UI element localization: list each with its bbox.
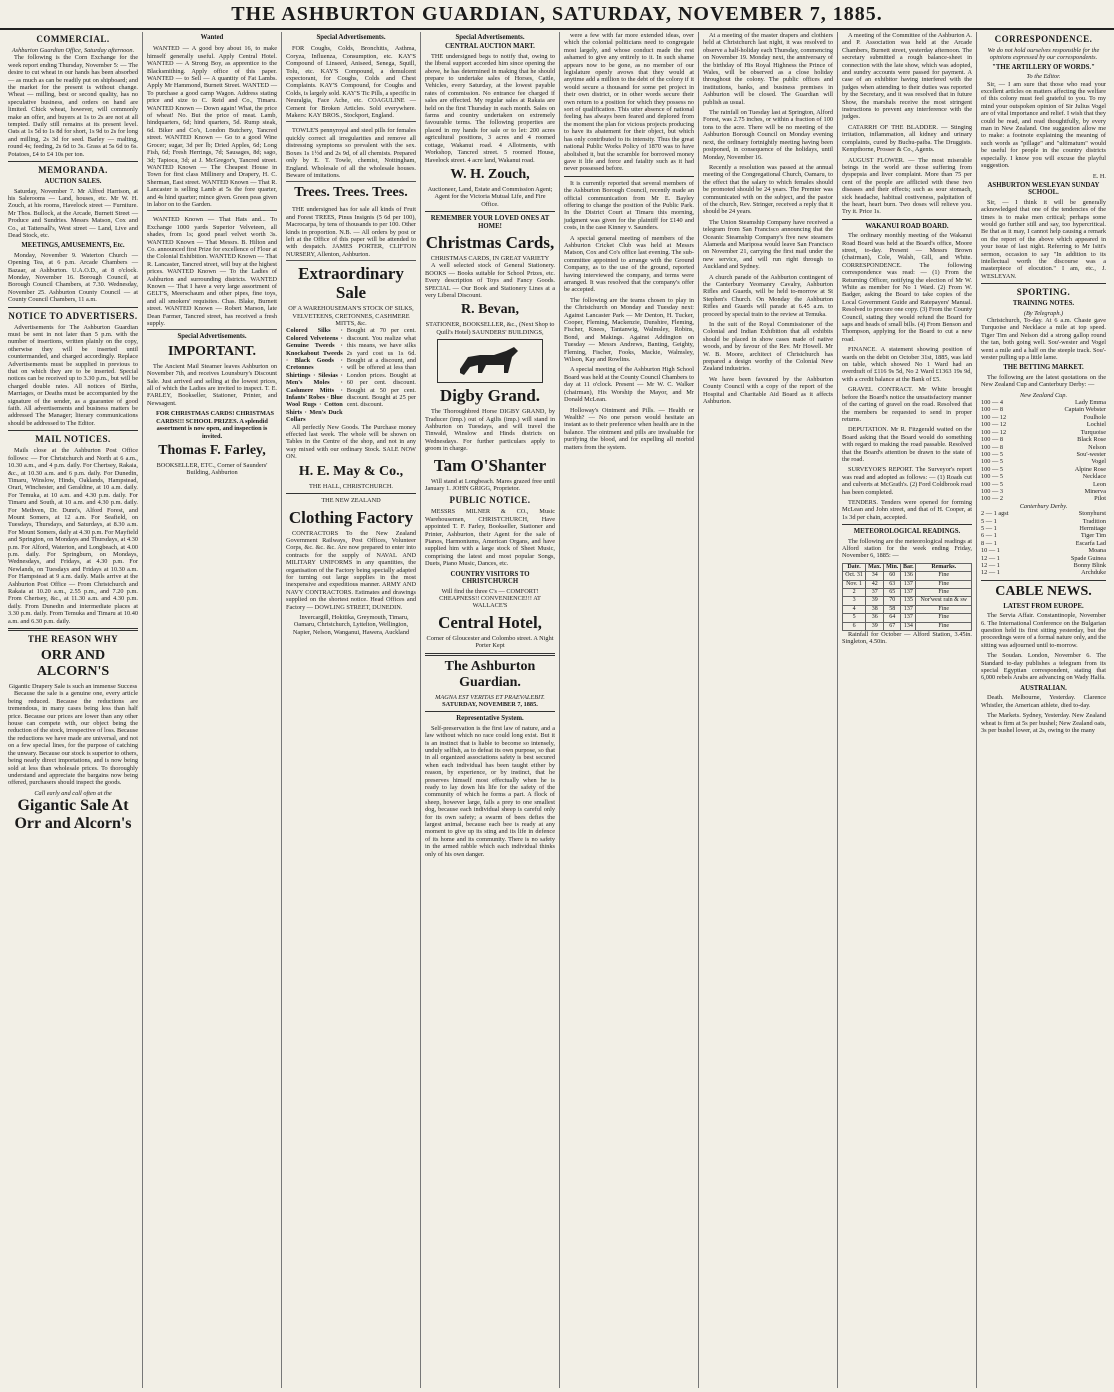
- training-heading: TRAINING NOTES.: [1012, 300, 1075, 308]
- special-heading: Special Advertisements.: [177, 333, 247, 341]
- odds-value: 12 — 1: [981, 562, 1000, 569]
- extraordinary-title: Extraordinary Sale: [298, 264, 404, 303]
- guardian-title: The Ashburton Guardian.: [444, 658, 536, 690]
- odds-row: [981, 436, 1106, 443]
- met-table: [842, 563, 972, 631]
- met-cell: 137: [901, 589, 916, 597]
- kays-ad: FOR Coughs, Colds, Bronchitis, Asthma, Coryza, Influenza, Consumption, etc. KAY'S Compound of Linseed, Aniseed, Senega, Squill, Tolu, etc. KAY'S Compound, a demulcent expectorant, for Coughs, Colds and Chest Complaints. KAY'S Compound, for Coughs and Colds, is largely sold. KAY'S Tic Pills, a specific in Neuralgia, Face Ache, etc. COAGULINE — Cement for Broken Articles. Sold everywhere. Makers: KAY BROS., Stockport, England.: [286, 43, 416, 122]
- column-6: [699, 32, 838, 1388]
- notice-text: Advertisements for The Ashburton Guardian must be sent in not later than 5 p.m. with the number of insertions, written plainly on the copy, otherwise they will be inserted until countermanded, and charged accordingly. Replace Advertisements must be supplied in previous to that on which they are to be inserted. Special notices can be received up to 3.30 p.m., but will be charged double rates. All notices of Births, Marriages, or Deaths must be accompanied by the signature of the sender, as a guarantee of good faith. All advertisements and business matters be addressed The Manager; literary communications should be addressed to The Editor.: [8, 323, 138, 427]
- news-text-2: It is currently reported that several members of the Ashburton Borough Council, recently made an official communication from Mr E. Bayley offering to change the position of the Public Park. In the District Court at Timaru this morning, judgment was given for the plaintiff for £140 and costs, in the case Kinney v. Saunders.: [564, 179, 694, 232]
- wesleyan-text: Sir, — I think it will be generally acknowledged that one of the tendencies of the times is to make men critical; perhaps some would go further still and say, too hypercritical. Be that as it may, I cannot help causing a remark on the report of the above which appeared in your issue of last night. Referring to Mr Isitt's sermon, occasion to say "In addition to its intellectual worth the discourse was a masterpiece of elocution." I am, etc., J. WESLEYAN.: [981, 198, 1106, 280]
- artillery-heading: "THE ARTILLERY OF WORDS.": [992, 63, 1095, 71]
- gravel-text: GRAVEL CONTRACT. Mr White brought before the Board's notice the unsatisfactory manner of the carting of gravel on the road. Resolved that the members be requested to send in proper returns.: [842, 386, 972, 423]
- odds-value: 100 — 12: [981, 421, 1007, 429]
- odds-value: 12 — 1: [981, 569, 1000, 577]
- public-notice-heading: PUBLIC NOTICE.: [449, 495, 531, 506]
- odds-row: [981, 429, 1106, 436]
- country-heading: COUNTRY VISITORS TO CHRISTCHURCH: [450, 570, 530, 586]
- news-text-4: The following are the teams chosen to play in the Christchurch on Monday and Tuesday next: Against Lancaster Park — Mr Denton, H. Tucker, Cooper, Fleming, Mackenzie, Dunshire, Fleming, Fischer, Knees, Tantanwig, Walmsley, Robins, Bond, and Makings. Against Addington on Tuesday — Messrs Andrews, Banting, Geighty, Fleming, Fischer, Fooks, Mackie, Walmsley, Wilson, Kay and Rowlins.: [564, 296, 694, 364]
- horse-name: Stonyhurst: [1078, 510, 1106, 518]
- met-row: [843, 622, 972, 630]
- met-cell: 36: [866, 614, 884, 622]
- column-4: [421, 32, 560, 1388]
- met-cell: 70: [884, 597, 901, 605]
- representative-text: Self-preservation is the first law of nature, and a law without which no race could long exist. But it is an instinct that is liable to become so intensely, unduly selfish, as to defeat its own purpose, so that in all organized associations safety is best secured when each individual has been taught either by reason, by experience, or by instinct, that he preserves himself most effectually when he is ready to lay down his life for the safety of the community of which he forms a part. A flock of sheep, however large, falls a prey to one smallest dog, because each individual sheep is careful only for its own safety; a swarm of bees defies the largest animal, because each bee is ready at any moment to give up its sting and its life in defence of its home and its community. There is no safety in the armed rabble which each individual thinks only of his own danger.: [425, 724, 555, 858]
- death-text: Death. Melbourne, Yesterday. Clarence Whistler, the American athlete, died to-day.: [981, 694, 1106, 709]
- column-3: [282, 32, 421, 1388]
- farley-title: Thomas F. Farley,: [158, 442, 266, 458]
- odds-row: [981, 399, 1106, 406]
- notice-heading: NOTICE TO ADVERTISERS.: [8, 310, 138, 321]
- odds-value: 10 — 1: [981, 547, 1000, 555]
- odds-value: 100 — 12: [981, 413, 1007, 421]
- met-cell: Fine: [916, 572, 972, 580]
- met-cell: 37: [866, 589, 884, 597]
- horse-name: Tiger Tim: [1080, 532, 1106, 540]
- horse-name: Hermitage: [1079, 524, 1106, 532]
- odds-value: 100 — 5: [981, 480, 1004, 488]
- horse-name: Moana: [1088, 547, 1106, 555]
- odds-row: [981, 458, 1106, 465]
- met-cell: Nov. 1: [843, 580, 866, 588]
- correspondence-heading: CORRESPONDENCE.: [994, 34, 1093, 44]
- public-notice-text: MESSRS MILNER & CO., Music Warehousemen, CHRISTCHURCH, Have appointed T. F. Farley, Bookseller, Stationer and Printer, Ashburton, their Agent for the sale of Pianos, Harmoniums, American Organs, and have supplied him with a large stock of Sheet Music, comprising the latest and most popular Songs, Duets, Piano Music, Dances, etc.: [425, 508, 555, 568]
- surveyor-text: SURVEYOR'S REPORT. The Surveyor's report was read and adopted as follows: — (1) Roads cut and culverts at McGrath's. (2) Ford Coldbrook road has been completed.: [842, 466, 972, 496]
- met-col-header: Min.: [884, 563, 901, 571]
- horse-name: Spade Guinea: [1070, 554, 1106, 562]
- guardian-motto: MAGNA EST VERITAS ET PRAEVALEBIT.: [435, 693, 545, 701]
- column-2: [143, 32, 282, 1388]
- odds-row: [981, 414, 1106, 421]
- trees-text: THE undersigned has for sale all kinds of Fruit and Forest TREES, Pinus Insignis (5 6d per 100), Macrocarpa, by tens of thousands to per 100. Other kinds in proportion. N.B. — All orders by post or left at the Office of this paper will be attended to with despatch. JAMES PORTER, CLIFTON NURSERY, Allenton, Ashburton.: [286, 204, 416, 261]
- gigantic-bottom: Gigantic Sale At Orr and Alcorn's: [14, 797, 132, 833]
- odds-row: [981, 421, 1106, 428]
- met-cell: 137: [901, 580, 916, 588]
- odds-value: 12 — 1: [981, 554, 1000, 562]
- zouch-title: W. H. Zouch,: [450, 166, 530, 182]
- derby-odds-list: [981, 510, 1106, 577]
- important-text: The Ancient Mail Steamer leaves Ashburton on November 7th, and receives Lounsbury's Discount Sale. Just arrived and selling at the lowest prices, all of which the Ladies are invited to inspect. T. E. FARLEY, Bookseller, Stationer, Printer, and Newsagent.: [147, 362, 277, 407]
- betting-sub: The following are the latest quotations on the New Zealand Cup and Canterbury Derby: —: [981, 373, 1106, 389]
- met-row: [843, 572, 972, 580]
- horse-name: Escarfa Lad: [1075, 539, 1106, 547]
- nz-text: CONTRACTORS To the New Zealand Government Railways, Post Offices, Volunteer Corps, &c. &c. &c. Are now prepared to enter into contracts for the supply of NAVAL AND MILITARY UNIFORMS in any quantities, the organisation of the Factory being specially adapted for turning out large supplies in the most inexpensive and expeditious manner. ARMY AND NAVY CONTRACTORS. Estimates and drawings supplied on the shortest notice. Head Offices and Factory — DOWLING STREET, DUNEDIN.: [286, 529, 416, 611]
- farley-sub: BOOKSELLER, ETC., Corner of Saunders' Building, Ashburton: [156, 461, 268, 477]
- met-cell: Fine: [916, 614, 972, 622]
- central-hotel-sub: Corner of Gloucester and Colombo street. A Night Porter Kept: [426, 634, 554, 650]
- mail-heading: MAIL NOTICES.: [35, 434, 111, 445]
- local-text-6: In the suit of the Royal Commissioner of the Colonial and Indian Exhibition that all exhibits should be placed in show cases made of native woods, and by favour of the Rev. Mr Howell. Mr W. B. Moore, architect of Christchurch has prepared a design worthy of the Colonial New Zealand industries.: [703, 321, 833, 373]
- digby-title: Digby Grand.: [439, 386, 541, 406]
- memoranda-heading: MEMORANDA.: [38, 165, 108, 176]
- extraordinary-prices: Bought at 70 per cent. discount. You realize what this means, we have silks 2s yard cost us 1s 6d. Bought at a discount, and will be offered at less than London prices. Bought at 60 per cent. discount. Bought at 50 per cent. discount. Bought at 25 per cent. discount.: [346, 327, 416, 409]
- gigantic-footer: Call early and call often at the: [34, 789, 112, 797]
- newspaper-columns: [4, 32, 1110, 1388]
- met-cell: 67: [884, 622, 901, 630]
- reason-heading: THE REASON WHY: [27, 634, 119, 645]
- digby-text: The Thoroughbred Horse DIGBY GRAND, by Traducer (imp.) out of Agilis (imp.) will stand in Ashburton on Tuesdays, and will travel the Tinwald, Winslow and Hinds districts on Wednesdays. For further particulars apply to groom in charge.: [425, 408, 555, 453]
- met-footer: Rainfall for October — Alford Station, 3.45in. Singleton, 4.50in.: [842, 631, 972, 646]
- odds-row: [981, 451, 1106, 458]
- met-cell: 3: [843, 597, 866, 605]
- christmas-text: A well selected stock of General Stationery. BOOKS — Books suitable for School Prizes, etc. Every description of Toys and Fancy Goods. SPECIAL — Our Book and Stationery Lines at a very Liberal Discount.: [425, 262, 555, 299]
- odds-value: 5 — 1: [981, 524, 997, 532]
- gigantic-sub: Gigantic Drapery Sale is such an immense Success: [8, 683, 138, 691]
- commercial-sub: Ashburton Guardian Office, Saturday afternoon.: [11, 47, 135, 54]
- met-cell: Oct. 31: [843, 572, 866, 580]
- nz-clothing-title: Clothing Factory: [288, 507, 414, 527]
- column-7: [838, 32, 977, 1388]
- met-col-header: Date.: [843, 563, 866, 571]
- news-text-6: Holloway's Ointment and Pills. — Health or Wealth? — No one person would hesitate an instant as to their preference when health are in the balance. The ointment and pills are invaluable for purifying the blood, and for expelling all morbid matters from the system.: [564, 406, 694, 451]
- odds-value: 100 — 5: [981, 450, 1004, 458]
- odds-value: 2 — 1 agst: [981, 510, 1009, 518]
- christmas-title: Christmas Cards,: [425, 232, 555, 252]
- odds-value: 5 — 1: [981, 517, 997, 525]
- odds-row: [981, 510, 1106, 517]
- odds-value: 100 — 5: [981, 473, 1004, 481]
- odds-row: [981, 495, 1106, 502]
- commercial-heading: COMMERCIAL.: [36, 34, 110, 44]
- horse-name: Necklace: [1082, 473, 1106, 481]
- met-row: [843, 580, 972, 588]
- odds-row: [981, 466, 1106, 473]
- horse-name: Vogel: [1091, 458, 1106, 466]
- met-cell: 135: [901, 597, 916, 605]
- odds-row: [981, 444, 1106, 451]
- artillery-text: Sir, — I am sure that those who read your excellent articles on matters affecting the welfare of this colony must feel grateful to you. To my mind your outspoken opinion of Sir Julius Vogel are of vital importance and relief. I wish that they could be read, and read thoughtfully, by every man in New Zealand. One suggestion allow me to make: a footnote explaining the meaning of such words as "pillage" and "ultimatum" would be useful for people in the country districts especially. I know you will excuse the playful suggestion.: [981, 80, 1106, 170]
- extraordinary-sub: OF A WAREHOUSEMAN'S STOCK OF SILKS, VELVETEENS, CRETONNES, CASHMERE MITTS, &c.: [288, 305, 414, 327]
- met-row: [843, 614, 972, 622]
- odds-value: 100 — 8: [981, 443, 1004, 451]
- column-5: [560, 32, 699, 1388]
- guardian-date: SATURDAY, NOVEMBER 7, 1885.: [442, 700, 538, 708]
- met-cell: 137: [901, 614, 916, 622]
- extraordinary-items: Colored Silks · Colored Velveteens · Genuine Tweeds · Knockabout Tweeds · Black Goods · Cretonnes · Shirtings · Silesias · Men's Moles · Cashmere Mitts · Infants' Robes · Blue Wool Rugs · Cotton Shirts · Men's Duck Collars: [286, 327, 343, 424]
- sporting-heading: SPORTING.: [1016, 287, 1071, 298]
- commercial-text: The following is the Corn Exchange for the week report ending Thursday, November 5: — The desire to cut wheat in our hands has been absorbed — as much as can be readily put on shipboard; and the market for the present is without change. Wheat — milling, best or second quality, has no speculative business, and orders on hand are limited. Chick wheat, however, will commonly make an offer, and buyers at 1s to 2s are not at all tempted. Daily still remains at its present level. Oats at 1s 5d to 1s 8d for short, 1s 9d to 2s for long and milling, 2s 3d for seed. Barley — malting, round 4s; feeding, 2s 6d to 3s. Grass at 5s 6d to 6s. Potatoes, £4 to £4 10s per ton.: [8, 54, 138, 158]
- horse-name: Nelson: [1088, 443, 1106, 451]
- met-cell: 2: [843, 589, 866, 597]
- news-text-5: A special meeting of the Ashburton High School Board was held at the County Council Chambers to day at 11 o'clock. Present — Mr W. C. Walker (chairman), His Worship the Mayor, and Mr Donald McLean.: [564, 366, 694, 404]
- met-col-header: Remarks.: [916, 563, 972, 571]
- horse-name: Lady Emma: [1075, 399, 1106, 407]
- towle-ad: TOWLE'S pennyroyal and steel pills for females quickly correct all irregularities and remove all distressing symptoms so prevalent with the sex. Boxes 1s 1½d and 2s 9d, of all chemists. Prepared only by E. T. Towle, chemist, Nottingham, England. Wholesale of all the wholesale houses. Beware of imitations.: [286, 125, 416, 182]
- met-cell: 42: [866, 580, 884, 588]
- column-1: [4, 32, 143, 1388]
- wanted-ads-2: WANTED Known — That Hats and... To Exchange 1000 yards Superior Velveteen, all shades, from 1s; good pearl velvet worth 3s. WANTED Known — That Messrs. B. Hilton and Co. announced first Prize for excellence of Flour at the Colonial Exhibition. WANTED Known — That R. Lancaster, Tancred street, will buy at the highest prices. WANTED Known — To the Ladies of Ashburton and surrounding districts. WANTED Known — That I have a very large assortment of GELT'S, Meerschaum and other pipes, fine toys, and all smokers' requisites. Chas. Blake, Burnett street. WANTED Known — Robert Marson, late Dean Farmer, Tancred street, has received a fresh supply.: [147, 214, 277, 330]
- soudan-text: The Soudan. London, November 6. The Standard to-day publishes a telegram from its special Egyptian correspondent, stating that 6,000 rebels Arabs are advancing on Wady Halfa.: [981, 652, 1106, 682]
- markets-text: The Markets. Sydney, Yesterday. New Zealand wheat is firm at 5s per bushel; New Zealand oats, 3s per bushel lower, at 2s, owing to the many: [981, 712, 1106, 734]
- nz-sub: THE NEW ZEALAND: [321, 497, 381, 505]
- disclaimer: We do not hold ourselves responsible for the opinions expressed by our correspondents.: [987, 47, 1100, 62]
- remember-heading: REMEMBER YOUR LOVED ONES AT HOME!: [430, 215, 550, 230]
- cable-sub: LATEST FROM EUROPE.: [1003, 602, 1084, 610]
- deputation-text: DEPUTATION. Mr R. Fitzgerald waited on the Board asking that the Board would do something with regard to making the road passable. Resolved that the Board's attention be drawn to the state of the road.: [842, 426, 972, 463]
- finance-text: FINANCE. A statement showing position of wards on the debit on October 31st, 1885, was laid on table, which showed No 1 Ward had an overdraft of £116 9s 5d, No 2 Ward £1363 19s 9d, with a credit balance at the Bank of £5.: [842, 346, 972, 383]
- christmas-cards: FOR CHRISTMAS CARDS! CHRISTMAS CARDS!!! SCHOOL PRIZES. A splendid assortment is now open, and inspection is invited.: [155, 410, 275, 440]
- met-cell: 134: [901, 622, 916, 630]
- representative-heading: Representative System.: [456, 715, 524, 723]
- memoranda-text: Saturday, November 7. Mr Alfred Harrison, at his Salerooms — Land, houses, etc. Mr W. H. Zouch, at his rooms, Havelock street — Furniture. Mr Thos. Bullock, at the Arcade, Burnett Street — Produce and Sundries. Messrs Matson, Cox and Co., at Tattersall's, West street — Land, Live and Dead Stock, etc.: [8, 187, 138, 239]
- horse-icon: [450, 343, 530, 379]
- met-cell: 38: [866, 605, 884, 613]
- odds-value: 100 — 2: [981, 495, 1004, 503]
- horse-name: Captain Webster: [1064, 406, 1106, 414]
- odds-row: [981, 481, 1106, 488]
- met-col-header: Max.: [866, 563, 884, 571]
- local-text-1: At a meeting of the master drapers and clothiers held at Christchurch last night, it was resolved to observe a half-holiday each Thursday, commencing on November 19. Monday next, the anniversary of the birthday of His Royal Highness the Prince of Wales, will be observed as a close holiday throughout the colony. The public offices and institutions, banks, and business premises in Ashburton will be closed. The Guardian will publish as usual.: [703, 32, 833, 106]
- training-sub: (By Telegraph.): [1023, 309, 1064, 317]
- met-cell: 137: [901, 605, 916, 613]
- derby-heading: Canterbury Derby.: [1019, 502, 1068, 510]
- met-col-header: Bar.: [901, 563, 916, 571]
- wakanui-text: The ordinary monthly meeting of the Wakanui Road Board was held at the Board's office, Moore street, to-day. Present — Messrs Brown (chairman), Cole, Walsh, Gill, and White. CORRESPONDENCE. The following correspondence was read: — (1) From the Returning Officer, notifying the election of Mr W. White as member for No 1 Ward. (2) From W. Badger, asking the Board to take copies of the Local Government Guide and Ratepayers' Manual. Resolved to procure one copy. (3) From the County Council, stating they would refund the Board for saps and heads of small bills. (4) From Benson and Thompson, applying for the Board to cut a new road.: [842, 232, 972, 343]
- auction-text: THE undersigned begs to notify that, owing to the liberal support accorded him since opening the above, he has determined in making that he should prepare to undertake sales of Horses, Cattle, Vehicles, every Saturday, at the lowest payable rates of commission. No entrance fee charged if sales are effected. My regular sales at Rakaia are held on the first Thursday in each month. Sales on farms and country undertaken on extremely favourable terms. The following properties are placed in my hands for sale or to let: 200 acres agricultural positions, 3 acres and 4 roomed cottage, Wakanui road. 4 Allotments, with Workshop, Tancred street. 5 roomed House, Havelock street. 4 acre land, Wakanui road.: [425, 52, 555, 164]
- met-heading: METEOROLOGICAL READINGS.: [853, 528, 961, 536]
- august-flower-ad: AUGUST FLOWER. — The most miserable beings in the world are those suffering from dyspepsia and liver complaint. More than 75 per cent of the people are afflicted with these two diseases and their effects; such as sour stomach, sick headache, habitual costiveness, palpitation of the heart, heart burn. Two doses will relieve you. Try it. Price 1s.: [842, 156, 972, 216]
- odds-value: 100 — 5: [981, 458, 1004, 466]
- zouch-sub: Auctioneer, Land, Estate and Commission Agent; Agent for the Victoria Mutual Life, and Fire Office.: [427, 185, 553, 208]
- met-cell: 63: [884, 580, 901, 588]
- horse-illustration: [437, 339, 543, 383]
- important-title: IMPORTANT.: [167, 343, 257, 359]
- central-hotel-title: Central Hotel,: [438, 612, 542, 632]
- training-text: Christchurch, To-day. At 6 a.m. Chaste gave Turquoise and Necklace a mile at top speed. Tiger Tim and Nelson did a strong gallop round the tan, both going well. Sou'-wester and Vogel went a mile and a half on the steeple track. Sou'-wester pulling up a little lame.: [981, 317, 1106, 362]
- odds-row: [981, 555, 1106, 562]
- christmas-sub: CHRISTMAS CARDS, IN GREAT VARIETY: [430, 254, 550, 262]
- local-text-7: We have been favoured by the Ashburton County Council with a copy of the report of the Hospital and Charitable Aid Board as it affects Ashburton.: [703, 375, 833, 406]
- local-text-2: The rainfall on Tuesday last at Springton, Alford Forest, was 2.75 inches, or within a fraction of 100 tons to the acre. There will be no meeting of the Ashburton Borough Council on Monday evening next, the ordinary fortnightly meeting having been postponed, in consequence of the holidays, until Monday, November 16.: [703, 109, 833, 161]
- met-cell: Fine: [916, 580, 972, 588]
- met-cell: 6: [843, 622, 866, 630]
- special-heading-4: Special Advertisements.: [455, 34, 525, 41]
- met-cell: 39: [866, 597, 884, 605]
- met-cell: 4: [843, 605, 866, 613]
- met-cell: Fine: [916, 589, 972, 597]
- news-text-3: A special general meeting of members of the Ashburton Cricket Club was held at Messrs Matson, Cox and Co's office last evening. The sub-committee appointed to arrange with the Ground Company, as to the use of the ground, reported having interviewed the company, and terms were arranged. It was resolved that the company's offer be accepted.: [564, 234, 694, 294]
- met-row: [843, 597, 972, 605]
- met-text: The following are the meteorological readings at Alford station for the week ending Friday, November 6, 1885: —: [842, 537, 972, 560]
- odds-row: [981, 406, 1106, 413]
- odds-row: [981, 569, 1106, 576]
- trees-heading: Trees. Trees. Trees.: [294, 185, 408, 201]
- auction-heading: CENTRAL AUCTION MART.: [445, 43, 535, 51]
- horse-name: Tradition: [1082, 517, 1106, 525]
- horse-name: Foulhole: [1083, 413, 1106, 421]
- cable-text: The Servia Affair. Constantinople, November 6. The International Conference on the Bulgarian question held its first sitting yesterday, but the proceedings were of a formal nature only, and the sitting was adjourned until to-morrow.: [981, 612, 1106, 649]
- may-title: H. E. May & Co.,: [298, 463, 404, 479]
- met-cell: 64: [884, 614, 901, 622]
- met-cell: 65: [884, 589, 901, 597]
- odds-row: [981, 562, 1106, 569]
- nz-branches: Invercargill, Hokitika, Greymouth, Timaru, Oamaru, Christchurch, Lyttelton, Wellington, Napier, Nelson, Wanganui, Hawera, Auckland: [292, 613, 410, 636]
- odds-value: 100 — 3: [981, 487, 1004, 495]
- meetings-heading: MEETINGS, AMUSEMENTS, Etc.: [21, 242, 125, 250]
- met-cell: 58: [884, 605, 901, 613]
- odds-row: [981, 488, 1106, 495]
- local-text-5: A church parade of the Ashburton contingent of the Canterbury Yeomanry Cavalry, Ashburton Rifles and Guards, will be held to-morrow at St Stephen's Church. On Monday the Ashburton Rifles and Guards will parade at 6.45 a.m. to proceed by special train to the review at Temuka.: [703, 273, 833, 318]
- catarrh-ad: CATARRH OF THE BLADDER. — Stinging irritation, inflammation, all kidney and urinary complaints, cured by Buchu-paiba. The Druggists. Kempthorne, Prosser & Co., Agents.: [842, 123, 972, 154]
- wanted-ads: WANTED — A good boy about 16, to make himself generally useful. Apply Central Hotel. WANTED — A Strong Boy, as apprentice to the Blacksmithing. Apply office of this paper. WANTED — to Sell — A quantity of Fat Lambs. Apply Mr Hammond, Burnett Street. WANTED — To purchase a good camp Wagon. Address stating price and size to C. Reid and Co., Timaru. WANTED Known — Down again! What, the price of wheat! No. But the price of meat. Lamb, hindquarters, 6d; hind quarters, 5d. Rump steak, 6d. Biker and Co's, London Butchery, Tancred street. WANTED Known — Go to a good Wine Grocer; sugar, 3d per lb; Dried Apples, 6d; Long Fish, 6d; Fresh Herrings, 7d; Sausages, 8d; sago, 3d; Tapioca, 3d; at J. McGregor's, Tancred street. WANTED Known — The Cheapest House in Town for first class Millinery and Drapery, H. C. Sherman, East street. WANTED Known — That R. Lancaster is selling Lamb at 5s the fore quarter, and 4s hind quarter; mince given. Green peas given in labor on to the Garden.: [147, 43, 277, 211]
- horse-name: Leon: [1093, 480, 1106, 488]
- horse-name: Sou'-wester: [1076, 450, 1106, 458]
- horse-name: Black Rose: [1077, 436, 1106, 444]
- met-cell: Fine: [916, 605, 972, 613]
- met-cell: 39: [866, 622, 884, 630]
- cup-odds-list: [981, 399, 1106, 503]
- odds-row: [981, 540, 1106, 547]
- memoranda-sub: AUCTION SALES.: [44, 178, 102, 186]
- committee-text: A meeting of the Committee of the Ashburton A. and P. Association was held at the Arcade Chambers, Burnett street, yesterday afternoon. The secretary submitted a rough balance-sheet in connection with the late show, which was adopted, and sundry accounts were passed for payment. A case of an exhibitor having interfered with the judges when attending to their duties was reported by the Secretary, and it was resolved that in future Show, the marshals receive the most stringent instructions to prevent any interference with the judges.: [842, 32, 972, 121]
- odds-value: 100 — 12: [981, 428, 1007, 436]
- australian-heading: AUSTRALIAN.: [1020, 684, 1067, 692]
- met-cell: 34: [866, 572, 884, 580]
- horse-name: Alpine Rose: [1074, 465, 1106, 473]
- odds-value: 100 — 4: [981, 399, 1004, 407]
- horse-name: Pilot: [1094, 495, 1106, 503]
- odds-row: [981, 547, 1106, 554]
- tam-text: Will stand at Longbeach. Mares grazed free until January 1. JOHN GRIGG, Proprietor.: [425, 477, 555, 493]
- bevan-sub: STATIONER, BOOKSELLER, &c., (Next Shop to Quill's Hotel) SAUNDERS' BUILDINGS,: [425, 321, 555, 336]
- met-cell: 5: [843, 614, 866, 622]
- horse-name: Minerva: [1084, 487, 1106, 495]
- met-row: [843, 589, 972, 597]
- cup-heading: New Zealand Cup.: [1019, 391, 1068, 399]
- horse-name: Turquoise: [1080, 428, 1106, 436]
- horse-name: Lochiel: [1086, 421, 1106, 429]
- mail-text: Mails close at the Ashburton Post Office follows: — For Christchurch and North at 6 a.m., 10.30 a.m., and 4 p.m. daily. For Chertsey, Rakaia, &c., at 10.30 a.m. and 6 p.m. daily. For Dunedin, Timaru, Winslow, Hinds, Oaklands, Hampstead, Orari, Winchester, and Geraldine, at 10 a.m. daily. For Temuka, at 10 a.m. and 4.30 p.m. daily. For Timaru and South, at 10 a.m. and 4.30 p.m. daily. For Methven, Dr. Dunn's, Alford Forest, and Mount Somers, at 12 a.m. For Seafield, on Tuesdays, Thursdays, and Saturdays, at 8.30 a.m. For Mount Somers, daily at 4.30 p.m. For Mayfield and Springton, on Mondays and Thursdays, at 4.30 p.m. For Alford, Waterton, and Longbeach, at 4.00 p.m. daily. For Springburn, on Mondays, Wednesdays, and Fridays, at 4.30 p.m. For Newlands, on Tuesdays and Fridays at 10.30 a.m. For Hampstead at 9 a.m. daily. Mails arrive at the Ashburton Post Office — From Christchurch and Rakaia at 10.20 a.m., 2.55 p.m., and 7.20 p.m. From Chertsey, &c., at 11.30 a.m. and 4.30 p.m. daily. From Dunedin and intermediate places at 3.30 p.m. daily. From Temuka and Timaru at 10.40 a.m. and 6.30 p.m. daily.: [8, 447, 138, 625]
- extraordinary-footer: All perfectly New Goods. The Purchase money effected last week. The whole will be shown on Tables in the Centre of the shop, and not in any way mixed with our ordinary Stock. SALE NOW ON.: [286, 423, 416, 461]
- masthead: THE ASHBURTON GUARDIAN, SATURDAY, NOVEMBER 7, 1885.: [0, 0, 1114, 30]
- artillery-sign: E. H.: [1092, 172, 1106, 180]
- betting-heading: THE BETTING MARKET.: [1003, 364, 1084, 372]
- special-heading-3: Special Advertisements.: [316, 34, 386, 41]
- country-text: Will find the three C's — COMFORT! CHEAPNESS!! CONVENIENCE!!! AT WALLACE'S: [439, 587, 541, 610]
- wesleyan-heading: ASHBURTON WESLEYAN SUNDAY SCHOOL.: [987, 181, 1100, 197]
- odds-row: [981, 473, 1106, 480]
- local-text-4: The Union Steamship Company have received a telegram from San Francisco announcing that the Oceanic Steamship Company's five new steamers Alameda and Mariposa would leave San Francisco on November 21, carrying the first mail under the new service, and will run right through to Auckland and Sydney.: [703, 218, 833, 271]
- artillery-to: To the Editor.: [1026, 73, 1061, 81]
- wanted-heading: Wanted: [200, 34, 224, 41]
- odds-value: 100 — 8: [981, 436, 1004, 444]
- odds-row: [981, 525, 1106, 532]
- met-row: [843, 605, 972, 613]
- met-cell: 136: [901, 572, 916, 580]
- may-sub: THE HALL, CHRISTCHURCH.: [309, 482, 393, 490]
- odds-value: 100 — 5: [981, 465, 1004, 473]
- odds-value: 8 — 1: [981, 539, 997, 547]
- meetings-text: Monday, November 9. Waterton Church — Opening Tea, at 6 p.m. Arcade Chambers — Bazaar, at Ashburton. U.A.O.D., at 8 o'clock. Monday, November 16. Borough Council, at Borough Council Chambers, at 7.30. Wednesday, November 25. Ashburton County Council — at County Council Chambers, 11 a.m.: [8, 251, 138, 304]
- odds-value: 6 — 1: [981, 532, 997, 540]
- met-cell: Fine: [916, 622, 972, 630]
- column-8: [977, 32, 1110, 1388]
- met-cell: Nor'west rain & sw: [916, 597, 972, 605]
- cable-heading: CABLE NEWS.: [995, 583, 1092, 599]
- bevan-title: R. Bevan,: [461, 302, 519, 318]
- horse-name: Archduke: [1081, 569, 1106, 577]
- wakanui-heading: WAKANUI ROAD BOARD.: [865, 222, 949, 230]
- orr-alcorn-title: ORR AND ALCORN'S: [36, 648, 110, 680]
- odds-row: [981, 518, 1106, 525]
- tenders-text: TENDERS. Tenders were opened for forming McLean and John street, and that of H. Cooper, at 1s 3d per chain, accepted.: [842, 498, 972, 521]
- odds-value: 100 — 8: [981, 406, 1004, 414]
- tam-title: Tam O'Shanter: [433, 455, 547, 475]
- editorial-text-1: were a few with far more extended ideas, over which the colonial politicians need to congregate most largely, and whose conduct made the rest ashamed to give any entirely to it. In such shame appears now to be gone, as no member of our legislature openly avows that they would at anytime add a million to the debt of the colony if it would secure a thousand for some pet project in their own district, or in other words secure their own return to a position for which they possess no sort of qualification. This utter absence of national feeling has always been feared and deplored from the moment the plan for vicious projects producing to have its abatement for their object, but which has only contributed to its intensity. Thus the great national Public Works Policy of 1870 was to have abolished it, but the scramble for borrowed money gave it life and force and fatality such as it had never possessed before.: [564, 32, 694, 173]
- horse-name: Bonny Blink: [1073, 562, 1106, 569]
- local-text-3: Recently a resolution was passed at the annual meeting of the Congregational Church, Oamaru, to the effect that the salary to which females should be promoted should be 24 years. The Premier was communicated with on the subject, and the pastor of the church, Rev. Stringer, received a reply that it should be 24 years.: [703, 163, 833, 216]
- odds-row: [981, 532, 1106, 539]
- met-cell: 60: [884, 572, 901, 580]
- gigantic-text: Because the sale is a genuine one, every article being reduced. Because the reductions are tremendous, in many cases being less than half price. Because our prices are lower than any other house can compete with, our object being the reduction of the stock, irrespective of loss. Because the reductions we have made are universal, and not on a few special lines, for the purpose of catching the unwary. Because our stock is superior to others, being nearly direct importations, and is now being sold at less than wholesale prices. To thoroughly understand and appreciate the bargains now being offered, purchasers should inspect the goods.: [8, 690, 138, 787]
